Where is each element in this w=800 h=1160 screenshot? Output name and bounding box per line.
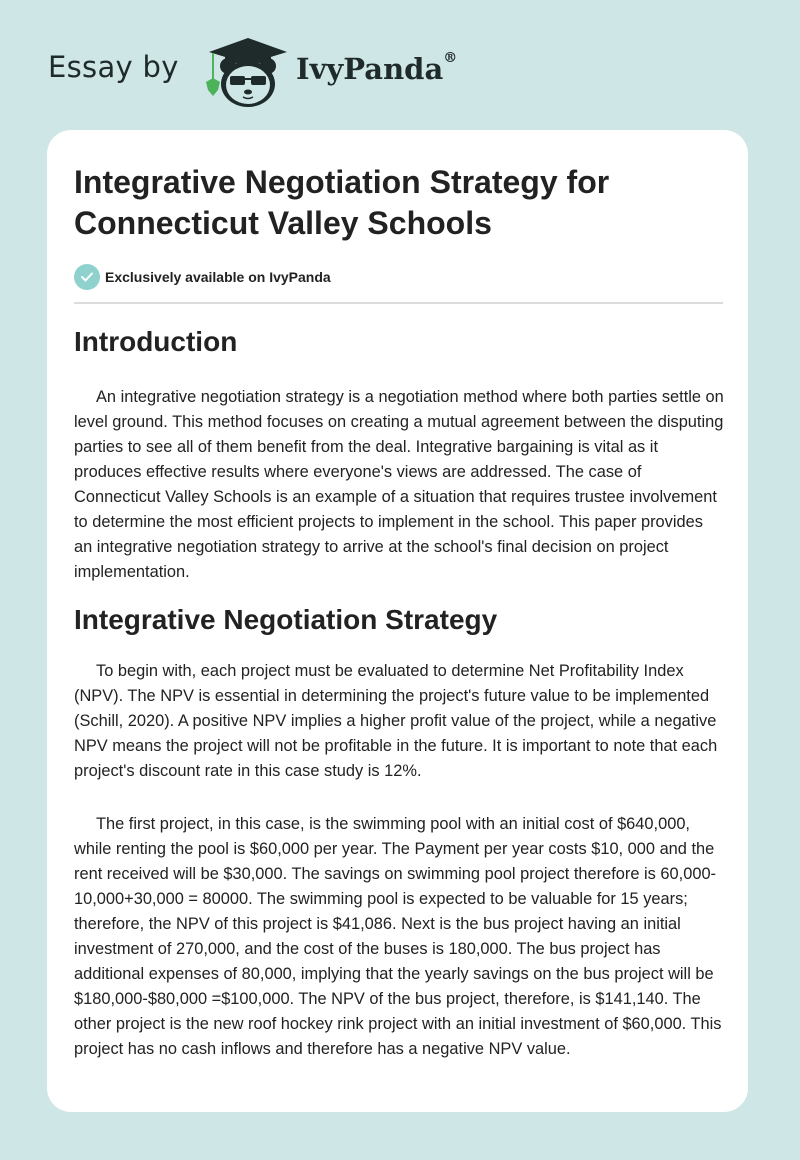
site-header bbox=[0, 0, 800, 130]
essay-card bbox=[47, 130, 748, 1112]
paragraph: The first project, in this case, is the swimming pool with an initial cost of $640,000, while renting the pool is $60,000 per year. The Payment per year costs $10, 000 and the rent received will be $30,000. The savings on swimming pool project therefore is 60,000-10,000+30,000 = 80000. The swimming pool is expected to be valuable for 15 years; therefore, the NPV of this project is $41,086. Next is the bus project having an initial investment of 270,000, and the cost of the buses is 180,000. The bus project has additional expenses of 80,000, implying that the yearly savings on the bus project will be $180,000-$80,000 =$100,000. The NPV of the bus project, therefore, is $141,140. The other project is the new roof hockey rink project with an initial investment of $60,000. This project has no cash inflows and therefore has a negative NPV value. bbox=[74, 815, 722, 1058]
brand-name[interactable] bbox=[296, 52, 457, 86]
registered-mark: ® bbox=[443, 50, 458, 66]
exclusive-badge-text: Exclusively available on IvyPanda bbox=[105, 269, 331, 285]
divider bbox=[74, 302, 723, 304]
check-circle-icon bbox=[74, 264, 100, 290]
essay-by-label: Essay by bbox=[48, 50, 179, 84]
section-heading-strategy: Integrative Negotiation Strategy bbox=[74, 604, 498, 635]
paragraph: To begin with, each project must be evaluated to determine Net Profitability Index (NPV). The NPV is essential in determining the project's future value to be implemented (Schill, 2020). A positive NPV implies a higher profit value of the project, while a negative NPV means the project will not be profitable in the future. It is important to note that each project's discount rate in this case study is 12%. bbox=[74, 662, 718, 780]
brand-text: IvyPanda bbox=[296, 52, 444, 86]
exclusive-badge bbox=[74, 264, 331, 290]
paragraph: An integrative negotiation strategy is a negotiation method where both parties settle on level ground. This method focuses on creating a mutual agreement between the disputing parties to see all of them benefit from the deal. Integrative bargaining is vital as it produces effective results where everyone's views are addressed. The case of Connecticut Valley Schools is an example of a situation that requires trustee involvement to determine the most efficient projects to implement in the school. This paper provides an integrative negotiation strategy to arrive at the school's final decision on project implementation. bbox=[74, 388, 724, 581]
section-heading-introduction: Introduction bbox=[74, 326, 238, 357]
essay-title: Integrative Negotiation Strategy for Connecticut Valley Schools bbox=[74, 164, 610, 241]
panda-logo-icon[interactable] bbox=[203, 36, 293, 108]
